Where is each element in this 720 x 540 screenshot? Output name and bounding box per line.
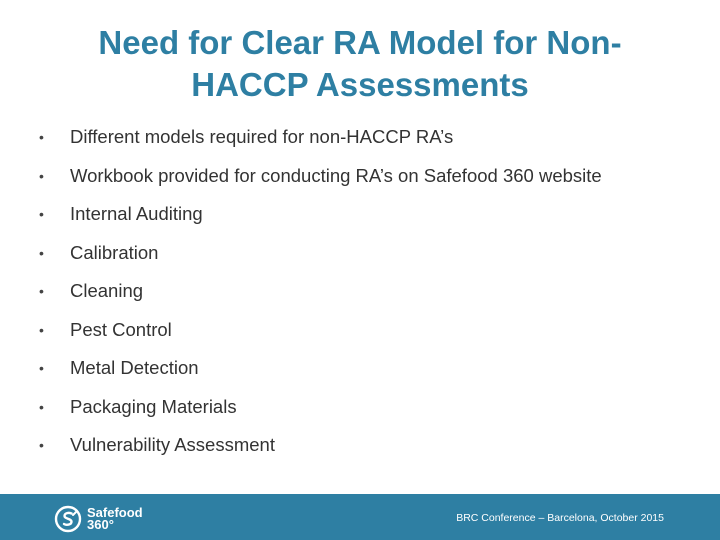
bullet-text: Cleaning [70,280,144,301]
slide-title-line-1: Need for Clear RA Model for Non- [98,24,622,61]
bullet-dot: • [39,206,44,222]
bullet-item [36,201,696,240]
bullet-dot: • [39,283,44,299]
bullet-dot: • [39,167,44,184]
bullet-dot: • [39,398,44,415]
bullet-text: Pest Control [70,318,172,340]
bullet-item [36,124,696,163]
logo-line-2: 360° [87,517,114,532]
safefood-360-logo-icon [54,505,82,533]
bullet-item [36,278,696,317]
footer-bar [0,494,720,540]
slide-title [40,22,680,106]
logo-line-1: Safefood [87,505,143,520]
safefood-360-logo [54,504,143,534]
bullet-item [36,355,696,394]
bullet-item [36,432,696,471]
conference-caption: BRC Conference – Barcelona, October 2015 [456,512,664,524]
bullet-item [36,317,696,356]
bullet-item [36,240,696,279]
bullet-list [36,124,696,471]
bullet-item [36,163,696,202]
bullet-dot: • [39,244,44,261]
bullet-dot: • [39,129,44,145]
logo-wordmark [87,507,143,531]
slide-title-line-2: HACCP Assessments [191,66,529,103]
bullet-text: Different models required for non-HACCP RA’s [70,126,454,147]
bullet-dot: • [39,437,44,453]
bullet-text: Workbook provided for conducting RA’s on Safefood 360 website [70,164,602,186]
bullet-text: Metal Detection [70,357,199,378]
bullet-item [36,394,696,433]
bullet-dot: • [39,321,44,338]
bullet-dot: • [39,360,44,376]
bullet-text: Vulnerability Assessment [70,434,275,455]
bullet-text: Internal Auditing [70,203,203,224]
bullet-text: Packaging Materials [70,395,237,417]
bullet-text: Calibration [70,241,159,263]
